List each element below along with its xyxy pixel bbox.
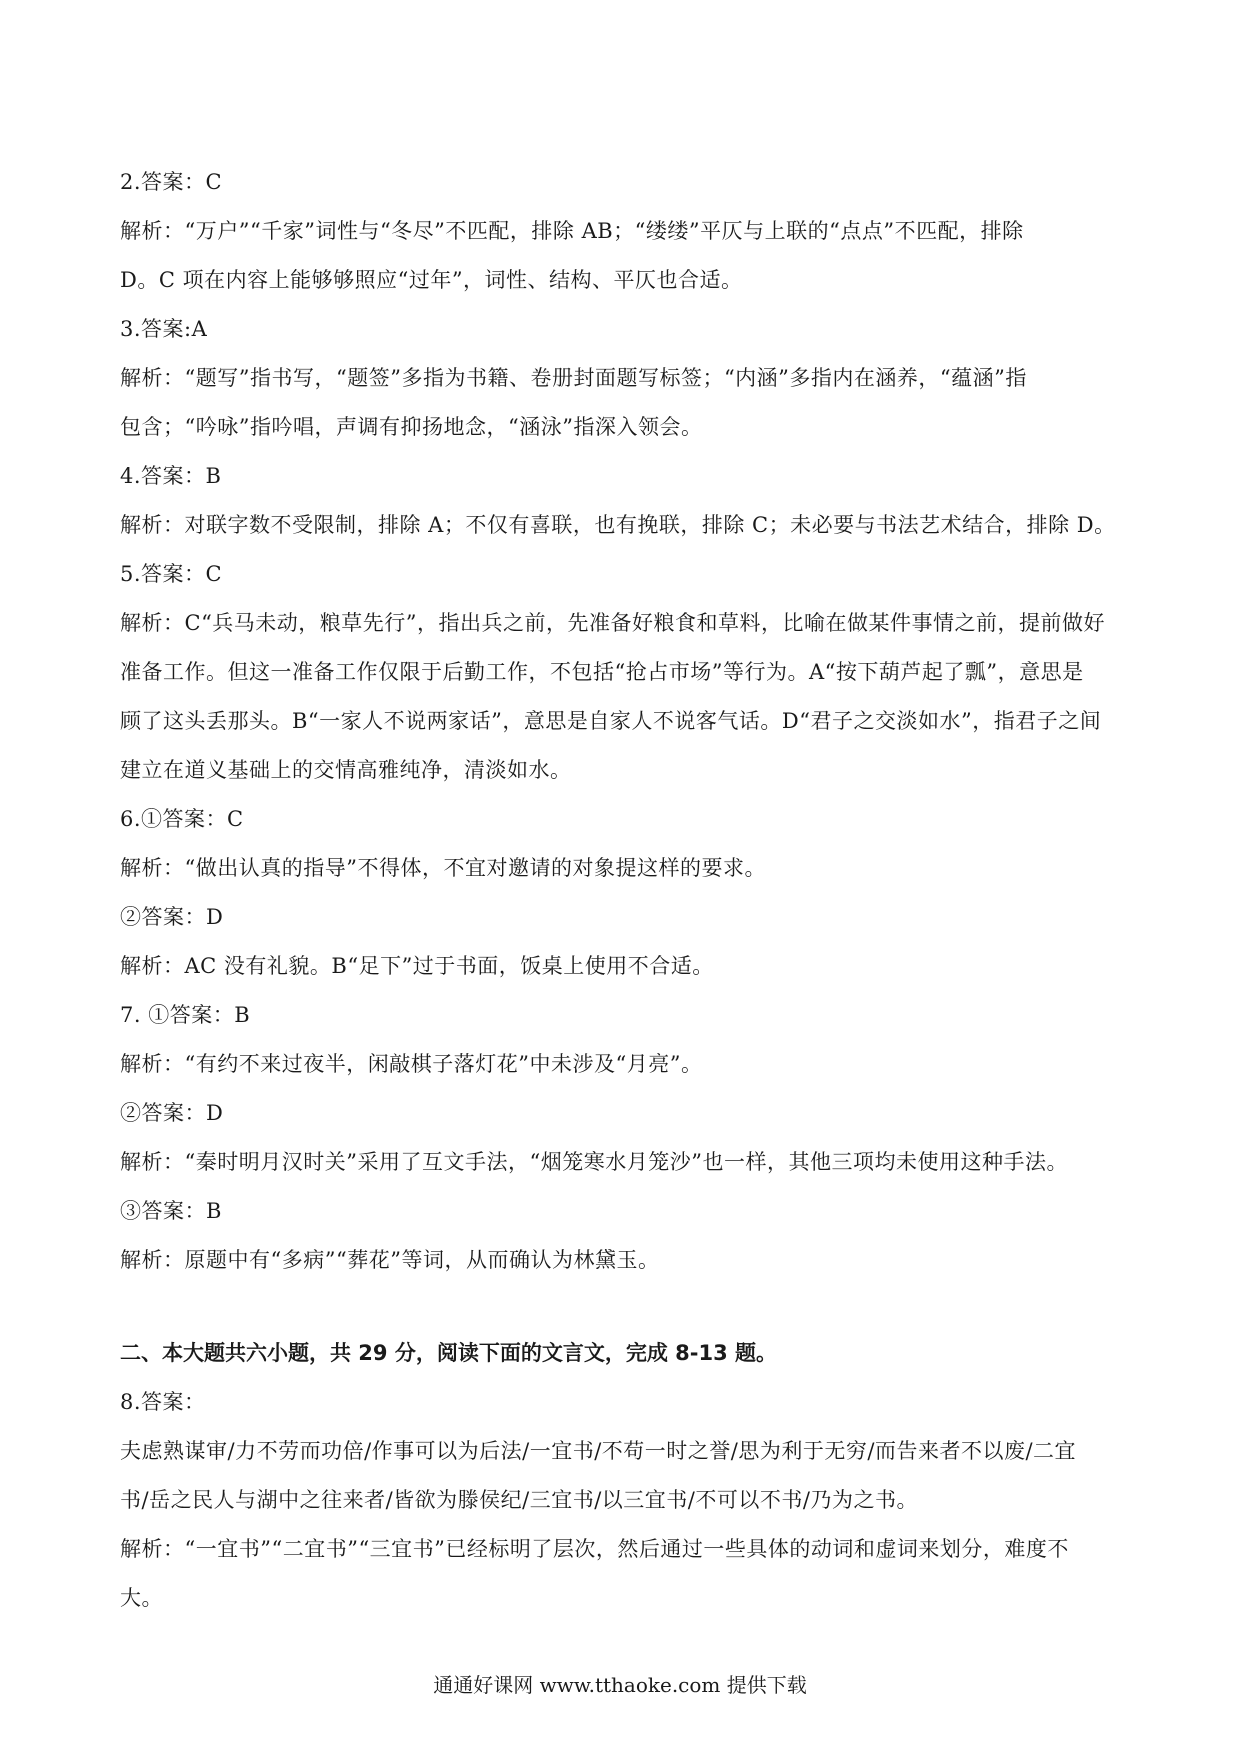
answer-8-text-line2: 书/岳之民人与湖中之往来者/皆欲为滕侯纪/三宜书/以三宜书/不可以不书/乃为之书。 — [120, 1488, 918, 1512]
page-footer: 通通好课网 www.tthaoke.com 提供下载 — [433, 1673, 807, 1697]
answer-7-1-analysis: 解析：“有约不来过夜半，闲敲棋子落灯花”中未涉及“月亮”。 — [120, 1052, 703, 1076]
section-heading: 二、本大题共六小题，共 29 分，阅读下面的文言文，完成 8-13 题。 — [120, 1341, 778, 1365]
answer-5-analysis-line2: 准备工作。但这一准备工作仅限于后勤工作，不包括“抢占市场”等行为。A“按下葫芦起了瓢”，意思是 — [120, 660, 1084, 684]
answer-3-analysis-line1: 解析：“题写”指书写，“题签”多指为书籍、卷册封面题写标签；“内涵”多指内在涵养，“蕴涵”指 — [120, 366, 1027, 390]
answer-7-1-label: 7. ①答案：B — [120, 1003, 251, 1027]
answer-7-2-label: ②答案：D — [120, 1101, 224, 1125]
answer-8-text-line1: 夫虑熟谋审/力不劳而功倍/作事可以为后法/一宜书/不苟一时之誉/思为利于无穷/而告来者不以废/二宜 — [120, 1439, 1077, 1463]
answer-2-analysis-line2: D。C 项在内容上能够够照应“过年”，词性、结构、平仄也合适。 — [120, 268, 743, 292]
section-gap — [120, 1285, 1130, 1329]
answer-5-label: 5.答案：C — [120, 562, 223, 586]
answer-6-2-label: ②答案：D — [120, 905, 224, 929]
document-body — [120, 158, 1130, 1623]
answer-7-3-analysis: 解析：原题中有“多病”“葬花”等词，从而确认为林黛玉。 — [120, 1248, 660, 1272]
answer-5-analysis-line3: 顾了这头丢那头。B“一家人不说两家话”，意思是自家人不说客气话。D“君子之交淡如水”，指君子之间 — [120, 709, 1102, 733]
answer-4-label: 4.答案：B — [120, 464, 222, 488]
answer-2-label: 2.答案：C — [120, 170, 223, 194]
answer-6-2-analysis: 解析：AC 没有礼貌。B“足下”过于书面，饭桌上使用不合适。 — [120, 954, 714, 978]
answer-2-analysis-line1: 解析：“万户”“千家”词性与“冬尽”不匹配，排除 AB；“缕缕”平仄与上联的“点点”不匹配，排除 — [120, 219, 1024, 243]
answer-6-1-analysis: 解析：“做出认真的指导”不得体，不宜对邀请的对象提这样的要求。 — [120, 856, 766, 880]
answer-4-analysis: 解析：对联字数不受限制，排除 A；不仅有喜联，也有挽联，排除 C；未必要与书法艺术结合，排除 D。 — [120, 513, 1116, 537]
answer-7-3-label: ③答案：B — [120, 1199, 222, 1223]
answer-3-label: 3.答案:A — [120, 317, 208, 341]
answer-8-analysis-line1: 解析：“一宜书”“二宜书”“三宜书”已经标明了层次，然后通过一些具体的动词和虚词来划分，难度不 — [120, 1537, 1069, 1561]
answer-8-label: 8.答案： — [120, 1390, 206, 1414]
answer-3-analysis-line2: 包含；“吟咏”指吟唱，声调有抑扬地念，“涵泳”指深入领会。 — [120, 415, 703, 439]
answer-5-analysis-line1: 解析：C“兵马未动，粮草先行”，指出兵之前，先准备好粮食和草料，比喻在做某件事情之前，提前做好 — [120, 611, 1106, 635]
answer-5-analysis-line4: 建立在道义基础上的交情高雅纯净，清淡如水。 — [120, 758, 572, 782]
answer-7-2-analysis: 解析：“秦时明月汉时关”采用了互文手法，“烟笼寒水月笼沙”也一样，其他三项均未使用这种手法。 — [120, 1150, 1068, 1174]
answer-8-analysis-line2: 大。 — [120, 1586, 163, 1610]
answer-6-1-label: 6.①答案：C — [120, 807, 244, 831]
